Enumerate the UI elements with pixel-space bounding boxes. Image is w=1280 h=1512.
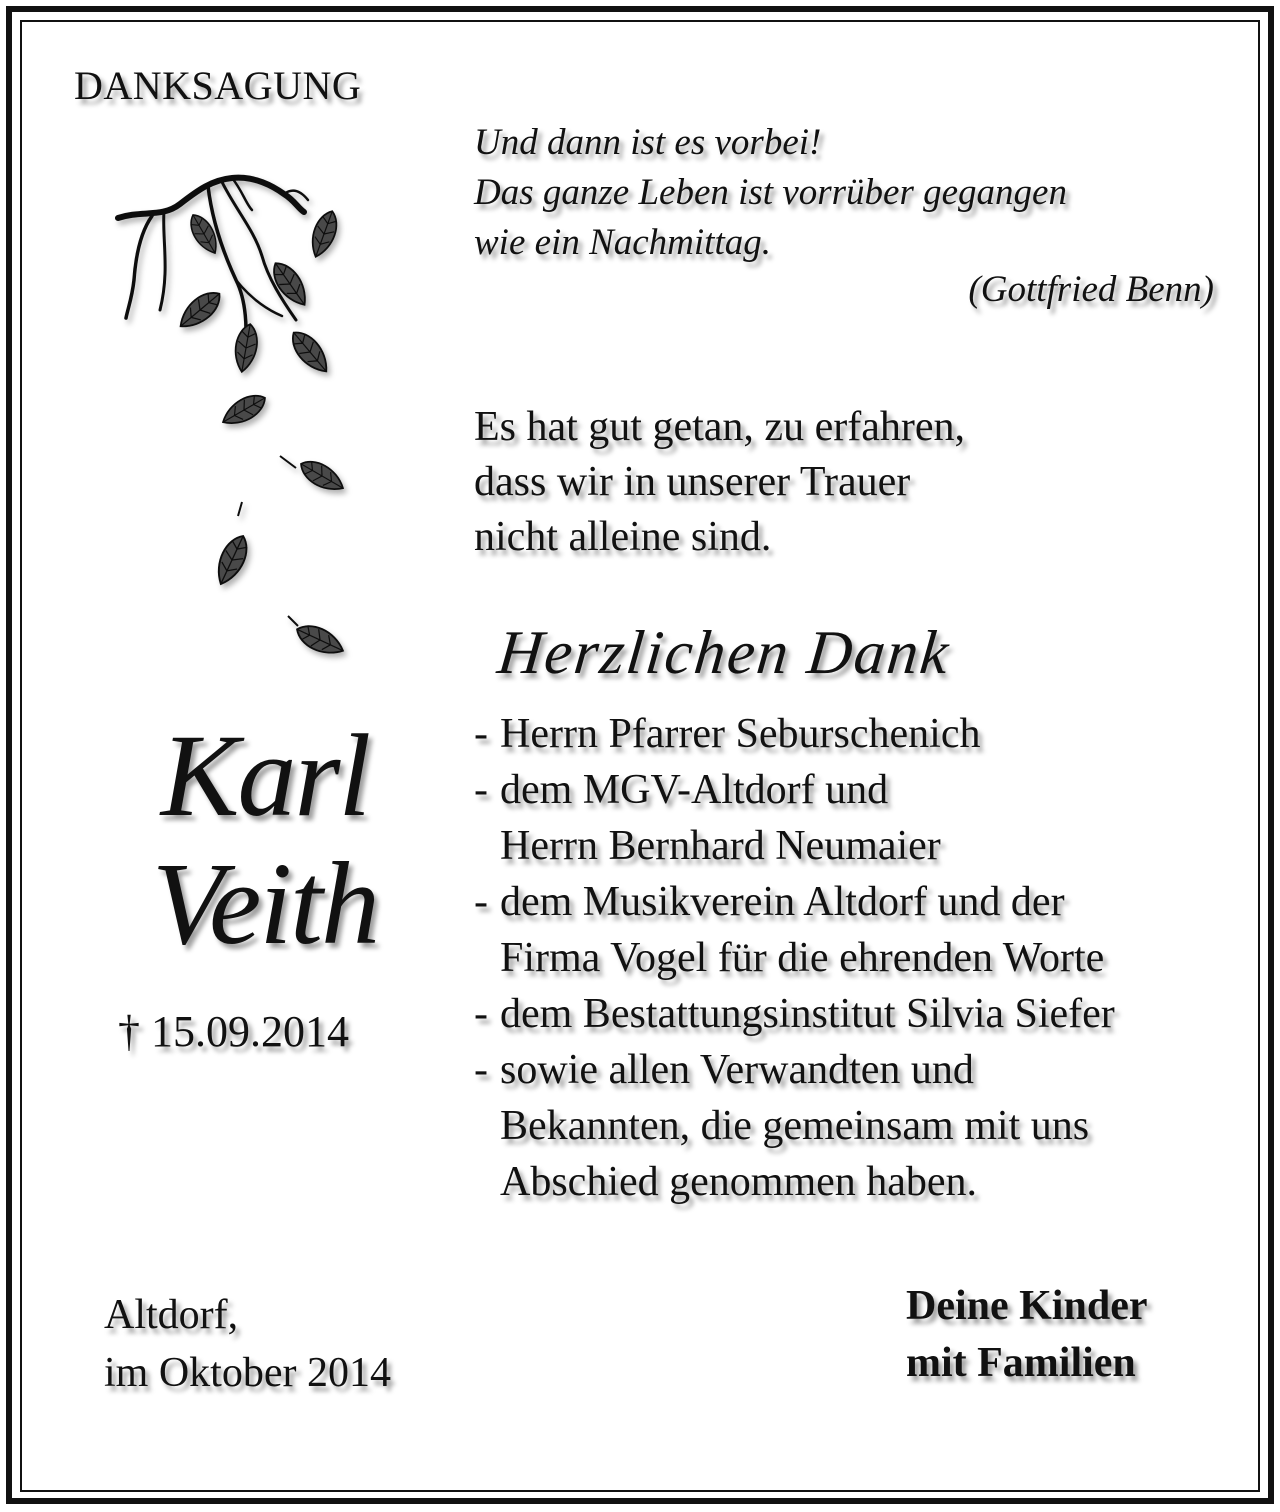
- thanks-item-text: dem Bestattungsinstitut Silvia Siefer: [500, 991, 1115, 1037]
- deceased-first-name: Karl: [160, 710, 370, 841]
- notice-heading: DANKSAGUNG: [74, 63, 362, 108]
- thanks-item: - dem Bestattungsinstitut Silvia Siefer: [474, 991, 1115, 1037]
- thanks-title: Herzlichen Dank: [494, 619, 954, 687]
- poem-quote: [474, 118, 1067, 268]
- thanks-item-text: Abschied genommen haben.: [500, 1159, 978, 1205]
- thanks-item-continued: [474, 1098, 1115, 1154]
- intro-line: Es hat gut getan, zu erfahren,: [474, 404, 965, 450]
- thanks-list: [474, 706, 1115, 1210]
- deceased-name: [120, 712, 410, 968]
- place-date: im Oktober 2014: [104, 1350, 391, 1396]
- leaves: [174, 208, 348, 661]
- quote-author: (Gottfried Benn): [968, 269, 1214, 310]
- signature-line: mit Familien: [906, 1340, 1136, 1386]
- intro-line: dass wir in unserer Trauer: [474, 459, 911, 505]
- thanks-item-text: dem Musikverein Altdorf und der: [500, 879, 1065, 925]
- thanks-item-text: Herrn Pfarrer Seburschenich: [500, 711, 981, 757]
- intro-line: nicht alleine sind.: [474, 514, 772, 560]
- thanks-item: - sowie allen Verwandten und: [474, 1047, 974, 1093]
- thanks-item-text: dem MGV-Altdorf und: [500, 767, 889, 813]
- quote-line: wie ein Nachmittag.: [474, 222, 771, 263]
- thanks-item-continued: [474, 818, 1115, 874]
- thanks-item: - dem MGV-Altdorf und: [474, 767, 889, 813]
- death-date: † 15.09.2014: [118, 1007, 349, 1056]
- thanks-item: - dem Musikverein Altdorf und der: [474, 879, 1065, 925]
- place-and-date: [104, 1286, 391, 1402]
- thanks-item-continued: [474, 1154, 1115, 1210]
- quote-line: Das ganze Leben ist vorrüber gegangen: [474, 172, 1067, 213]
- place-city: Altdorf,: [104, 1292, 239, 1338]
- deceased-last-name: Veith: [152, 838, 378, 969]
- thanks-item-text: sowie allen Verwandten und: [500, 1047, 974, 1093]
- thanks-item: - Herrn Pfarrer Seburschenich: [474, 711, 981, 757]
- thanks-item-text: Herrn Bernhard Neumaier: [500, 823, 941, 869]
- branch-with-falling-leaves-icon: [112, 160, 372, 680]
- signature-line: Deine Kinder: [906, 1283, 1148, 1329]
- intro-text: [474, 400, 965, 565]
- thanks-item-continued: [474, 930, 1115, 986]
- thanks-item-text: Firma Vogel für die ehrenden Worte: [500, 935, 1105, 981]
- signature: [906, 1278, 1147, 1392]
- thanks-item-text: Bekannten, die gemeinsam mit uns: [500, 1103, 1090, 1149]
- quote-line: Und dann ist es vorbei!: [474, 122, 822, 163]
